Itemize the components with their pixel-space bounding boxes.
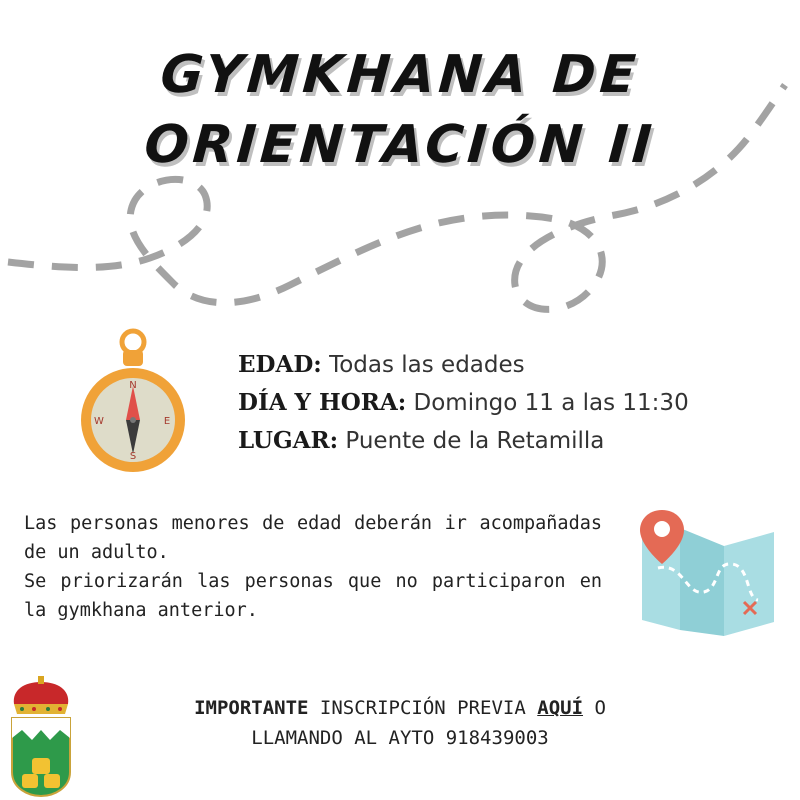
detail-age-label: EDAD: bbox=[238, 351, 322, 378]
detail-datetime bbox=[238, 384, 689, 422]
detail-age bbox=[238, 346, 689, 384]
detail-datetime-label: DÍA Y HORA: bbox=[238, 389, 407, 416]
map-icon bbox=[628, 506, 780, 642]
page-title bbox=[0, 40, 800, 180]
important-text-1: INSCRIPCIÓN PREVIA bbox=[308, 697, 538, 719]
note-minors: Las personas menores de edad deberán ir acompañadas de un adulto. bbox=[24, 513, 602, 563]
detail-datetime-value: Domingo 11 a las 11:30 bbox=[413, 390, 689, 416]
registration-notice bbox=[185, 693, 615, 753]
important-text-2: O LLAMANDO AL AYTO 918439003 bbox=[251, 697, 606, 749]
title-line-2: ORIENTACIÓN II bbox=[142, 115, 658, 175]
note-priority: Se priorizarán las personas que no participaron en la gymkhana anterior. bbox=[24, 571, 602, 621]
detail-place-value: Puente de la Retamilla bbox=[345, 428, 605, 454]
compass-south: S bbox=[129, 451, 137, 462]
event-details bbox=[238, 346, 689, 460]
detail-place bbox=[238, 422, 689, 460]
compass-icon bbox=[78, 328, 190, 476]
important-label: IMPORTANTE bbox=[194, 697, 309, 719]
registration-link[interactable]: AQUÍ bbox=[537, 697, 584, 719]
compass-west: W bbox=[94, 416, 104, 427]
coat-of-arms-icon bbox=[4, 676, 78, 798]
detail-place-label: LUGAR: bbox=[238, 427, 339, 454]
title-line-1: GYMKHANA DE bbox=[158, 45, 642, 105]
compass-east: E bbox=[163, 416, 171, 427]
detail-age-value: Todas las edades bbox=[329, 352, 525, 378]
notes bbox=[24, 509, 602, 625]
compass-north: N bbox=[129, 380, 137, 391]
